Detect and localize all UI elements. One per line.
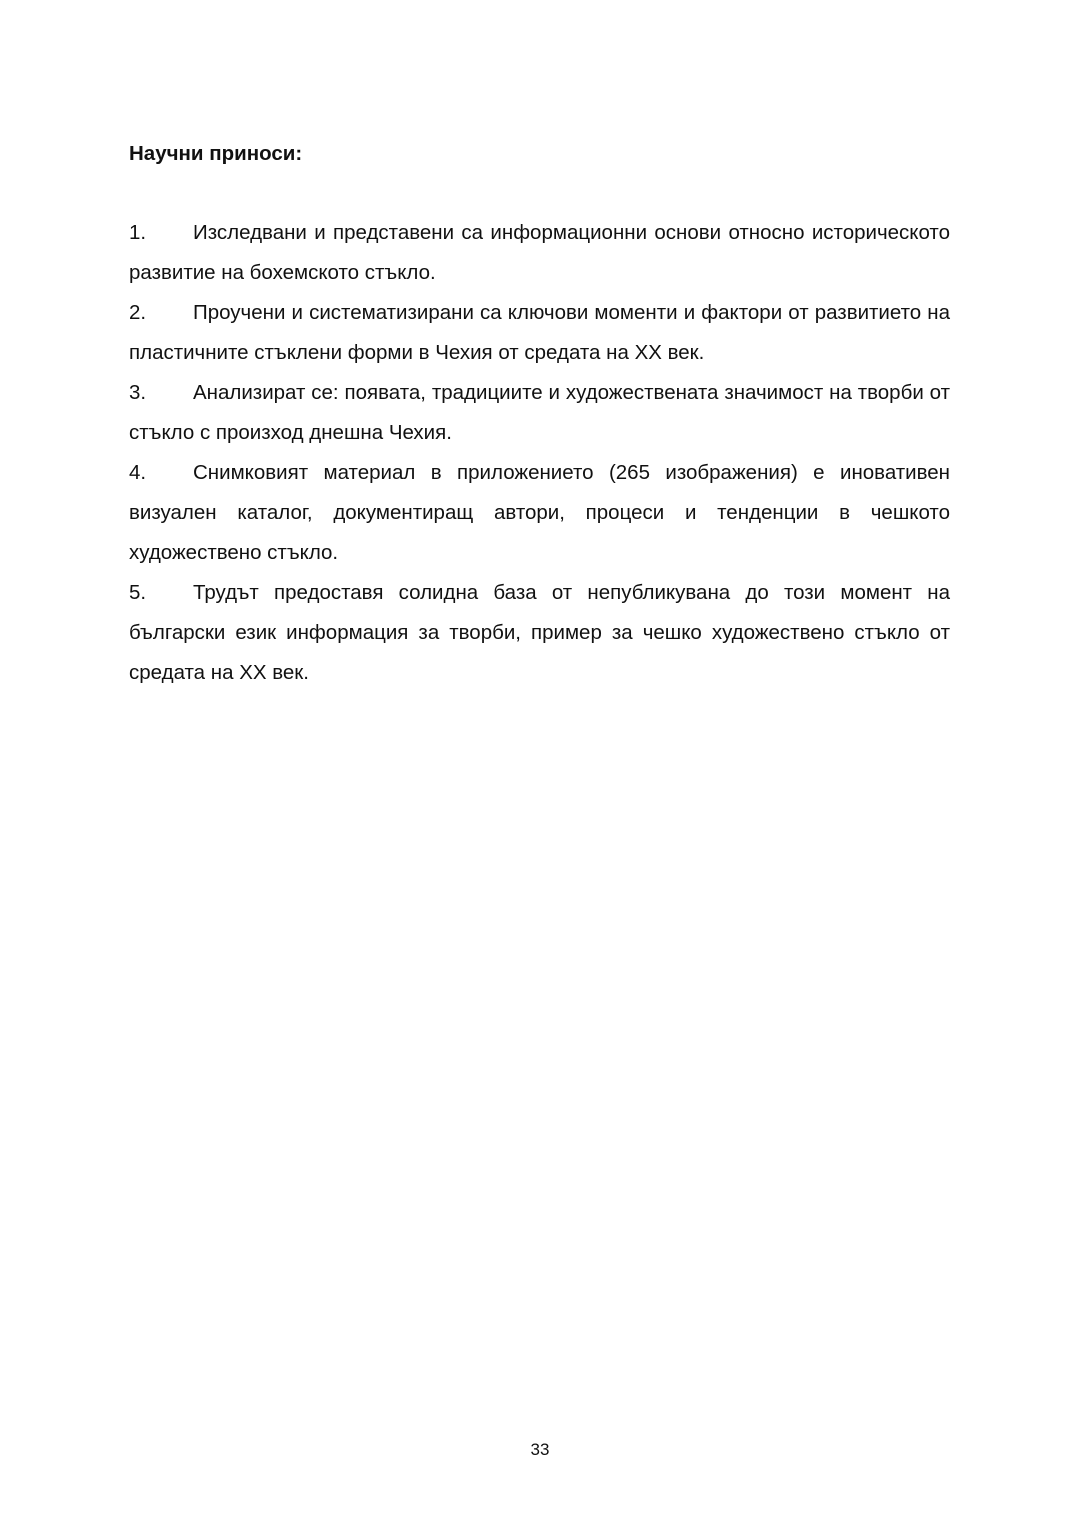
- item-text: Трудът предоставя солидна база от непубликувана до този момент на български език информация за творби, пример за чешко художествено стъкло от средата на ХХ век.: [129, 581, 950, 684]
- item-number: 3.: [129, 381, 147, 404]
- list-item: [129, 453, 950, 573]
- item-text: Изследвани и представени са информационни основи относно историческото развитие на бохемското стъкло.: [129, 221, 950, 284]
- contributions-list: [129, 213, 950, 693]
- item-text: Анализират се: появата, традициите и художествената значимост на творби от стъкло с произход днешна Чехия.: [129, 381, 950, 444]
- list-item: [129, 373, 950, 453]
- item-number: 2.: [129, 301, 147, 324]
- page-number: 33: [530, 1440, 550, 1459]
- list-item: [129, 213, 950, 293]
- list-item: [129, 573, 950, 693]
- list-item: [129, 293, 950, 373]
- item-number: 5.: [129, 581, 147, 604]
- section-heading: Научни приноси:: [129, 142, 303, 165]
- item-text: Проучени и систематизирани са ключови моменти и фактори от развитието на пластичните стъклени форми в Чехия от средата на ХХ век.: [129, 301, 950, 364]
- item-text: Снимковият материал в приложението (265 изображения) е иновативен визуален каталог, документиращ автори, процеси и тенденции в чешкото художествено стъкло.: [129, 461, 950, 564]
- item-number: 4.: [129, 461, 147, 484]
- item-number: 1.: [129, 221, 147, 244]
